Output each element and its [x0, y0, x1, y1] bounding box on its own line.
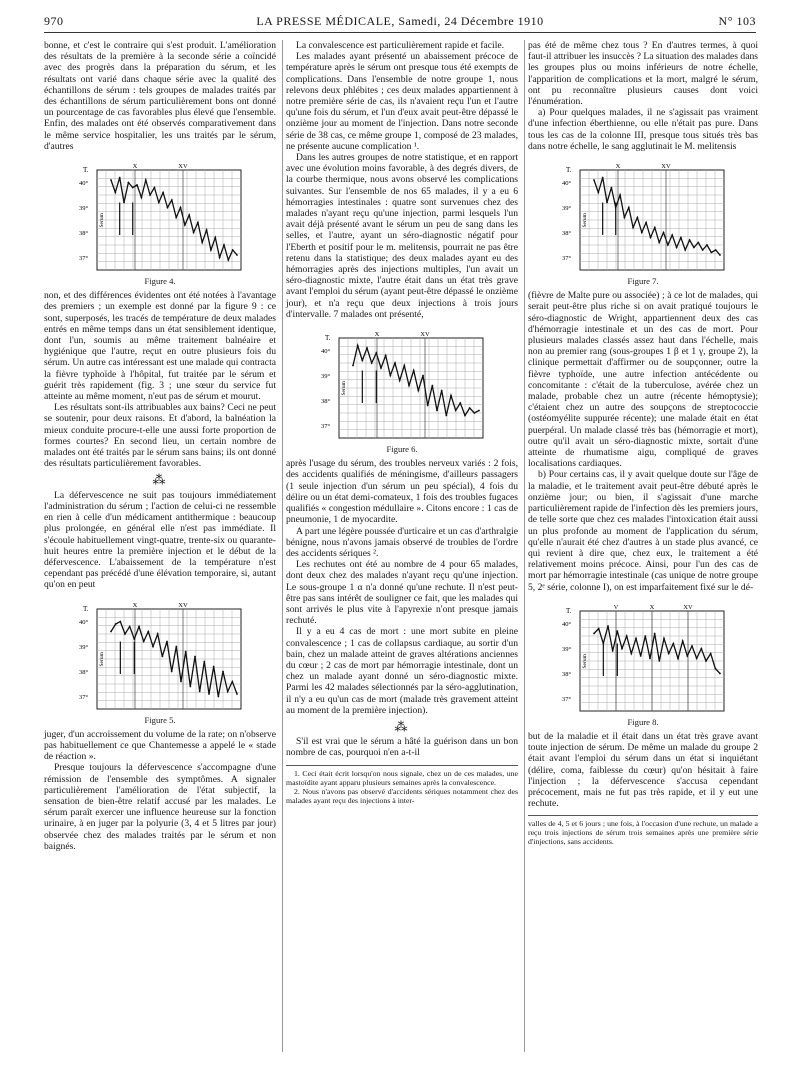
temperature-point — [684, 249, 686, 251]
temperature-point — [612, 650, 614, 652]
temperature-point — [637, 217, 639, 219]
temperature-point — [201, 242, 203, 244]
footnote: valles de 4, 5 et 6 jours ; une fois, à l'occasion d'une rechute, un malade a reçu trois injections de sérum trois semaines après une première série d'injections, sans accidents. — [528, 819, 758, 847]
temperature-point — [171, 199, 173, 201]
temperature-point — [645, 222, 647, 224]
temperature-point — [119, 177, 121, 179]
temperature-point — [389, 375, 391, 377]
temperature-point — [366, 347, 368, 349]
header-rule — [44, 32, 756, 33]
temperature-point — [663, 637, 665, 639]
temperature-point — [667, 244, 669, 246]
temperature-chart — [75, 158, 245, 274]
paragraph: Les malades ayant présenté un abaissement précoce de température après le sérum ont presque tous été exempts de complications. Dans l'ensemble de notre groupe 1, nous relevons deux phlébites ; ces deux malades appartiennent à notre première série de cas, ils n'avaient reçu l'un et l'autre qu'une fois du sérum, et l'un d'eux avait peut-être dépassé le onzième jour au moment de l'injection. Dans notre seconde série de 38 cas, ce même groupe 1, composé de 23 malades, ne présente aucune complication ¹. — [286, 51, 518, 152]
page-header — [44, 14, 756, 32]
temperature-point — [185, 650, 187, 652]
temperature-chart — [558, 599, 728, 715]
temperature-point — [436, 410, 438, 412]
temperature-point — [166, 640, 168, 642]
temperature-point — [696, 657, 698, 659]
temperature-point — [682, 640, 684, 642]
paragraph: a) Pour quelques malades, il ne s'agissait pas vraiment d'une infection éberthienne, ou elle n'était pas pure. Dans tous les cas de la colonne III, presque tous situés très bas dans notre échelle, le sang agglutinait le M. melitensis — [528, 107, 758, 152]
day-marker: XV — [178, 601, 188, 609]
temperature-point — [399, 380, 401, 382]
temperature-point — [697, 242, 699, 244]
temperature-point — [236, 693, 238, 695]
asterism: ⁂ — [394, 718, 410, 734]
temperature-point — [147, 630, 149, 632]
temperature-point — [208, 693, 210, 695]
tick-label: 38° — [562, 670, 572, 678]
tick-label: 40° — [562, 620, 572, 628]
temperature-point — [133, 638, 135, 640]
tick-label: 39° — [321, 373, 331, 381]
paragraph: bonne, et c'est le contraire qui s'est produit. L'amélioration des résultats de la première à la seconde série a coïncidé avec des progrès dans la préparation du sérum, et les résultats ont varié dans chaque série avec la qualité des échantillons de sérum : tels groupes de malades traités par des échantillons de sérum particulièrement bons ont donné un pourcentage de cas favorables plus élevé que l'ensemble. Enfin, des malades ont été observés comparativement dans le même service hospitalier, les uns traités par le sérum, d'autres — [44, 40, 276, 152]
temperature-point — [427, 405, 429, 407]
paragraph: Les résultats sont-ils attribuables aux bains? Ceci ne peut se soutenir, pour deux raisons. Et d'abord, la balnéation la mieux conduite procure-t-elle une aussi forte proportion de formes courtes? En second lieu, un certain nombre de malades ont été traités par le sérum sans bains; ils ont donné des résultats particulièrement favorables. — [44, 402, 276, 470]
temperature-point — [167, 207, 169, 209]
paragraph: après l'usage du sérum, des troubles nerveux variés : 2 fois, des accidents qualifiés de méningisme, d'ailleurs passagers (1 seule injection d'un sérum un peu spécial), 4 fois du délire ou un état demi-comateux, 1 fois des troubles fugaces qualifiés « congestion médullaire ». Citons encore : 1 cas de pneumonie, 1 de myocardite. — [286, 458, 518, 526]
issue-number: N° 103 — [718, 14, 756, 28]
temperature-point — [193, 232, 195, 234]
figure-caption: Figure 7. — [627, 276, 659, 287]
temperature-point — [706, 244, 708, 246]
temperature-point — [138, 625, 140, 627]
temperature-point — [632, 227, 634, 229]
temperature-point — [644, 635, 646, 637]
temperature-point — [115, 623, 117, 625]
temperature-point — [154, 187, 156, 189]
temperature-point — [223, 244, 225, 246]
figure-8 — [528, 599, 758, 728]
day-marker: XV — [661, 163, 671, 171]
temperature-point — [606, 202, 608, 204]
temperature-point — [145, 179, 147, 181]
temperature-point — [658, 660, 660, 662]
temperature-point — [597, 192, 599, 194]
temperature-point — [231, 680, 233, 682]
temperature-chart — [75, 597, 245, 713]
temperature-point — [129, 625, 131, 627]
temperature-point — [641, 232, 643, 234]
paragraph: pas été de même chez tous ? En d'autres termes, à quoi faut-il attribuer les insuccès ? La situation des malades dans les groupes plus ou moins inférieurs de notre échelle, l'apparition de complications et la mort, malgré le sérum, ont pu reconnaître plusieurs causes dont voici l'énumération. — [528, 40, 758, 108]
day-marker: XV — [683, 603, 693, 611]
temperature-point — [680, 237, 682, 239]
temperature-point — [197, 222, 199, 224]
temperature-point — [422, 375, 424, 377]
temperature-chart — [558, 158, 728, 274]
temperature-point — [663, 232, 665, 234]
temperature-point — [677, 657, 679, 659]
temperature-point — [175, 217, 177, 219]
serum-label: Serum — [99, 213, 105, 228]
temperature-chart — [317, 326, 487, 442]
temperature-point — [214, 237, 216, 239]
temperature-point — [124, 633, 126, 635]
tick-label: 40° — [79, 618, 89, 626]
paragraph: Les rechutes ont été au nombre de 4 pour 65 malades, dont deux chez des malades n'ayant reçu qu'une injection. Le sous-groupe 1 α n'a donné qu'une rechute. Il n'est peut-être pas sans intérêt de souligner ce fait, que les malades qui sont arrivés le plus vite à l'apyrexie n'ont presque jamais rechuté. — [286, 559, 518, 627]
temperature-point — [469, 407, 471, 409]
day-marker: X — [132, 601, 138, 609]
temperature-point — [162, 192, 164, 194]
column-2 — [286, 40, 518, 805]
tick-label: 38° — [562, 230, 572, 238]
temperature-point — [114, 192, 116, 194]
temperature-point — [352, 365, 354, 367]
day-marker: X — [132, 163, 138, 171]
temperature-point — [119, 620, 121, 622]
column-divider — [282, 40, 283, 1052]
temperature-point — [357, 345, 359, 347]
asterism: ⁂ — [152, 472, 168, 488]
temperature-point — [219, 257, 221, 259]
temperature-point — [450, 395, 452, 397]
temperature-point — [630, 652, 632, 654]
journal-title: LA PRESSE MÉDICALE, Samedi, 24 Décembre 1910 — [256, 14, 544, 28]
paragraph: (fièvre de Malte pure ou associée) ; à ce lot de malades, qui serait peut-être plus riche si on avait pratiqué toujours le séro-diagnostic de Wright, appartiennent deux des cas d'hémorragie intestinale et un des cas de mort. Pour plusieurs malades classés assez haut dans l'échelle, mais non au premier rang (sous-groupes 1 β et 1 γ, groupe 2), la clinique permettait d'affirmer ou de soupçonner, outre la fièvre typhoïde, une autre infection antécédente ou concomitante : c'était de la tuberculose, avérée chez un malade, probable chez un autre (récente hémoptysie); c'étaient chez un autre des soupçons de streptococcie (ostéomyélite suppurée récente); une malade était en état puerpéral. Un malade classé très bas (hémorragie et mort), outre qu'il avait un séro-diagnostic mixte, sortait d'une atteinte de rhumatisme aigu, compliqué de graves localisations cardiaques. — [528, 290, 758, 470]
temperature-point — [380, 367, 382, 369]
temperature-point — [149, 194, 151, 196]
y-axis-label: T. — [566, 166, 572, 175]
temperature-point — [719, 254, 721, 256]
temperature-point — [189, 685, 191, 687]
temperature-point — [394, 362, 396, 364]
temperature-point — [705, 660, 707, 662]
temperature-point — [593, 632, 595, 634]
tick-label: 39° — [79, 643, 89, 651]
temperature-point — [459, 402, 461, 404]
temperature-point — [478, 410, 480, 412]
temperature-point — [236, 254, 238, 256]
temperature-point — [127, 182, 129, 184]
temperature-point — [607, 625, 609, 627]
temperature-point — [445, 415, 447, 417]
temperature-point — [152, 645, 154, 647]
tick-label: 38° — [321, 398, 331, 406]
y-axis-label: T. — [83, 166, 89, 175]
day-marker: V — [613, 603, 619, 611]
footnote: 2. Nous n'avons pas observé d'accidents sériques notamment chez des malades ayant reçu des injections à inter- — [286, 786, 518, 805]
day-marker: XV — [420, 331, 430, 339]
temperature-point — [619, 194, 621, 196]
temperature-point — [702, 249, 704, 251]
temperature-point — [206, 229, 208, 231]
temperature-point — [123, 202, 125, 204]
temperature-point — [210, 249, 212, 251]
temperature-point — [199, 690, 201, 692]
paragraph: non, et des différences évidentes ont été notées à l'avantage des premiers ; un exemple est donné par la figure 9 : ce sont, superposés, les tracés de température de deux malades entrés en même temps dans un état sensiblement identique, dont l'un, soumis au même traitement balnéaire et hygiénique que l'autre, reçut en outre plusieurs fois du sérum. Un autre cas intéressant est une malade qui contracta la fièvre typhoïde à l'hôpital, fut traitée par le sérum et guérit très rapidement (fig. 3 ; une sœur du service fut atteinte au même moment, n'eut pas de sérum et mourut. — [44, 290, 276, 403]
temperature-point — [635, 637, 637, 639]
temperature-point — [640, 655, 642, 657]
temperature-point — [110, 630, 112, 632]
temperature-point — [385, 355, 387, 357]
tick-label: 40° — [79, 180, 89, 188]
y-axis-label: T. — [325, 334, 331, 343]
serum-label: Serum — [99, 651, 105, 667]
tick-label: 37° — [321, 423, 331, 431]
temperature-point — [473, 412, 475, 414]
tick-label: 39° — [79, 205, 89, 213]
temperature-point — [710, 252, 712, 254]
y-axis-label: T. — [83, 604, 89, 613]
temperature-point — [715, 249, 717, 251]
column-divider — [524, 40, 525, 1052]
temperature-point — [232, 249, 234, 251]
temperature-point — [227, 690, 229, 692]
temperature-point — [654, 227, 656, 229]
temperature-point — [403, 365, 405, 367]
temperature-point — [141, 197, 143, 199]
temperature-point — [693, 247, 695, 249]
paragraph: La défervescence ne suit pas toujours immédiatement l'administration du sérum ; l'action de celui-ci ne ressemble en rien à celle d'un médicament antithermique : beaucoup plus prolongée, en général elle n'est pas immédiate. Il s'écoule habituellement vingt-quatre, trente-six ou quarante-huit heures entre la première injection et le début de la défervescence. L'abaissement de la température n'est cependant pas précédé d'une élévation temporaire, si, autant qu'on en peut — [44, 489, 276, 591]
serum-label: Serum — [582, 213, 588, 228]
tick-label: 37° — [562, 255, 572, 263]
temperature-point — [157, 633, 159, 635]
temperature-point — [222, 670, 224, 672]
day-marker: X — [649, 603, 655, 611]
tick-label: 37° — [79, 255, 89, 263]
temperature-point — [615, 207, 617, 209]
temperature-point — [180, 207, 182, 209]
temperature-point — [616, 630, 618, 632]
footnotes — [286, 765, 518, 805]
tick-label: 39° — [562, 645, 572, 653]
temperature-point — [672, 642, 674, 644]
figure-6 — [286, 326, 518, 455]
figure-caption: Figure 5. — [144, 714, 176, 725]
tick-label: 37° — [79, 693, 89, 701]
temperature-point — [650, 237, 652, 239]
footnote: 1. Ceci était écrit lorsqu'on nous signale, chez un de ces malades, une mastoïdite ayant apparu plusieurs semaines après la convalescence. — [286, 768, 518, 787]
day-marker: X — [374, 331, 380, 339]
figure-caption: Figure 4. — [144, 276, 176, 287]
column-3 — [528, 40, 758, 846]
temperature-point — [700, 647, 702, 649]
temperature-point — [143, 640, 145, 642]
temperature-point — [671, 234, 673, 236]
paragraph: La convalescence est particulièrement rapide et facile. — [296, 40, 505, 51]
temperature-point — [132, 187, 134, 189]
temperature-point — [203, 660, 205, 662]
temperature-point — [171, 670, 173, 672]
tick-label: 37° — [562, 695, 572, 703]
temperature-point — [714, 667, 716, 669]
tick-label: 40° — [321, 348, 331, 356]
tick-label: 38° — [79, 668, 89, 676]
temperature-point — [624, 217, 626, 219]
temperature-point — [413, 370, 415, 372]
figure-5 — [44, 597, 276, 726]
footnotes — [528, 815, 758, 846]
temperature-point — [136, 184, 138, 186]
temperature-point — [602, 177, 604, 179]
temperature-point — [217, 695, 219, 697]
page-number: 970 — [44, 14, 64, 28]
temperature-point — [184, 224, 186, 226]
temperature-point — [375, 352, 377, 354]
temperature-point — [227, 259, 229, 261]
temperature-point — [194, 655, 196, 657]
temperature-point — [676, 247, 678, 249]
temperature-point — [654, 632, 656, 634]
figure-4 — [44, 158, 276, 287]
figure-7 — [528, 158, 758, 287]
temperature-point — [691, 645, 693, 647]
tick-label: 39° — [562, 205, 572, 213]
temperature-point — [455, 410, 457, 412]
temperature-point — [610, 187, 612, 189]
temperature-point — [593, 179, 595, 181]
tick-label: 38° — [79, 230, 89, 238]
day-marker: XV — [178, 163, 188, 171]
paragraph: Presque toujours la défervescence s'accompagne d'une rémission de l'ensemble des symptômes. A signaler particulièrement l'amélioration de l'état subjectif, la sensation de bien-être relatif accusé par les malades. Le sérum paraît exercer une influence heureuse sur la fonction urinaire, à en juger par la polyurie (3, 4 et 5 litres par jour) observée chez des malades traités par le sérum et non baignés. — [44, 762, 276, 852]
temperature-point — [464, 415, 466, 417]
temperature-point — [628, 207, 630, 209]
paragraph: b) Pour certains cas, il y avait quelque doute sur l'âge de la maladie, et le traitement avait peut-être débuté après le onzième jour; ou bien, il s'agissait d'une marche particulièrement rapide de l'infection dès les premiers jours, de telle sorte que chez ces malades l'intoxication était aussi un plus profonde au moment de l'application du sérum, qu'elle n'aurait été chez d'autres à un stade plus avancé, ce qui revient à dire que, chez eux, le traitement a été relativement moins précoce. Ainsi, pour l'un des cas de mort par hémorragie intestinale (cas unique de notre groupe 5, 2ᵉ série, colonne I), on est imparfaitement fixé sur le dé- — [528, 469, 758, 593]
temperature-point — [408, 385, 410, 387]
paragraph: juger, d'un accroissement du volume de la rate; on n'observe pas habituellement ce que Chantemesse a appelé le « stade de réaction ». — [44, 728, 276, 763]
tick-label: 40° — [562, 180, 572, 188]
paragraph: but de la maladie et il était dans un état très grave avant toute injection de sérum. De même un malade du groupe 2 était avant l'emploi du sérum dans un état si inquiétant (délire, coma, faiblesse du cœur) qu'on hésitait à faire l'injection ; la défervescence s'accusa cependant précocement, mais ne fut pas très rapide, et il y eut une rechute. — [528, 730, 758, 810]
paragraph: A part une légère poussée d'urticaire et un cas d'arthralgie bénigne, nous n'avons jamais observé de troubles de l'ordre des accidents sériques ². — [286, 525, 518, 559]
temperature-point — [668, 652, 670, 654]
temperature-point — [188, 214, 190, 216]
temperature-point — [213, 665, 215, 667]
temperature-point — [658, 242, 660, 244]
serum-label: Serum — [582, 653, 588, 669]
serum-label: Serum — [341, 381, 347, 396]
temperature-point — [161, 655, 163, 657]
y-axis-label: T. — [566, 606, 572, 615]
temperature-point — [417, 390, 419, 392]
temperature-point — [649, 657, 651, 659]
temperature-point — [626, 635, 628, 637]
temperature-point — [710, 652, 712, 654]
temperature-point — [621, 647, 623, 649]
paragraph: S'il est vrai que le sérum a hâté la guérison dans un bon nombre de cas, pourquoi n'en a-t-il — [286, 736, 518, 759]
temperature-point — [158, 202, 160, 204]
column-1 — [44, 40, 276, 852]
figure-caption: Figure 8. — [627, 716, 659, 727]
temperature-point — [602, 642, 604, 644]
temperature-point — [598, 627, 600, 629]
paragraph: Il y a eu 4 cas de mort : une mort subite en pleine convalescence ; 1 cas de collapsus cardiaque, au sortir d'un bain, chez un malade atteint de graves altérations anciennes du cœur ; 2 cas de mort par hémorragie intestinale, dont un chez un malade ayant donné un séro-diagnostic mixte. Parmi les 42 malades sélectionnés par la séro-agglutination, il n'y a eu qu'un cas de mort (malade très gravement atteint au moment de la première injection). — [286, 626, 518, 716]
temperature-point — [431, 385, 433, 387]
paragraph: Dans les autres groupes de notre statistique, et en rapport avec une évolution moins favorable, à des degrés divers, de la courbe thermique, nous avons observé les complications suivantes. Sur l'ensemble de nos 65 malades, il y a eu 6 hémorragies intestinales : quatre sont survenues chez des malades n'ayant reçu qu'une injection, parmi lesquels l'un avait déjà présenté avant le sérum un peu de sang dans les selles, et l'autre, ayant un séro-diagnostic négatif pour l'Eberth et positif pour le m. melitensis, pourrait ne pas être retenu dans la statistique; des deux malades ayant eu des hémorragies après des injections multiples, l'un avait un séro-diagnostic mixte, l'autre était dans un état très grave avant l'emploi du sérum (ayant peut-être dépassé le onzième jour), et n'a reçu que deux injections à trois jours d'intervalle. 7 malades ont présenté, — [286, 152, 518, 320]
temperature-point — [175, 645, 177, 647]
temperature-point — [441, 390, 443, 392]
temperature-point — [371, 362, 373, 364]
figure-caption: Figure 6. — [386, 444, 418, 455]
temperature-point — [110, 179, 112, 181]
temperature-point — [686, 655, 688, 657]
day-marker: X — [615, 163, 621, 171]
temperature-point — [719, 672, 721, 674]
temperature-point — [689, 239, 691, 241]
temperature-point — [361, 360, 363, 362]
temperature-point — [180, 680, 182, 682]
